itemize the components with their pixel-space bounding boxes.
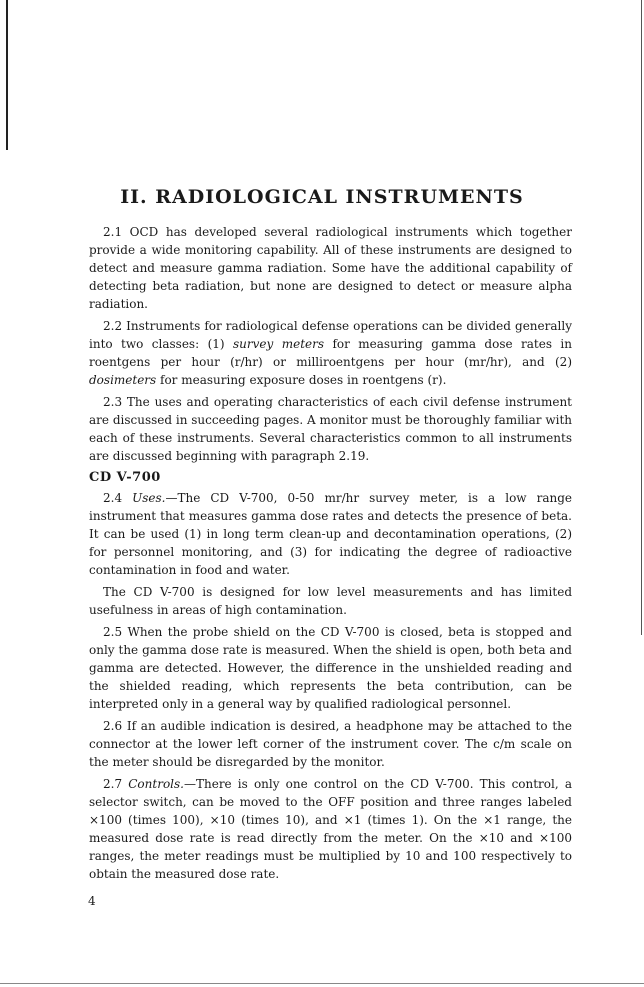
scan-edge-right bbox=[641, 0, 642, 635]
paragraph-number: 2.3 bbox=[103, 395, 123, 409]
paragraph-text: —There is only one control on the CD V-700. This control, a selector switch, can be moved to the OFF position and three ranges labeled ×100 (times 100), ×10 (times 10), and ×1 (times 1). On the ×1 range, the measured dose rate is read directly from the meter. On the ×10 and ×100 ranges, the meter readings must be multiplied by 10 and 100 respectively to obtain the measured dose rate. bbox=[89, 777, 572, 881]
scan-edge-bottom bbox=[0, 983, 644, 984]
scan-edge-left bbox=[6, 0, 8, 150]
paragraph-text: for measuring exposure doses in roentgens (r). bbox=[156, 373, 447, 387]
paragraph-text: for measuring gamma dose rates in roentgens per hour (r/hr) or milliroentgens per hour (mr/hr), and (2) bbox=[89, 337, 572, 369]
body-text bbox=[89, 223, 572, 887]
paragraph-2-4 bbox=[89, 489, 572, 579]
paragraph-2-6 bbox=[89, 717, 572, 771]
paragraph-2-2 bbox=[89, 317, 572, 389]
paragraph-number: 2.6 bbox=[103, 719, 123, 733]
paragraph-text: OCD has developed several radiological instruments which together provide a wide monitoring capability. All of these instruments are designed to detect and measure gamma radiation. Some have the additional capability of detecting beta radiation, but none are designed to detect or measure alpha radiation. bbox=[89, 225, 572, 311]
term-survey-meters: survey meters bbox=[233, 337, 325, 351]
paragraph-number: 2.1 bbox=[103, 225, 123, 239]
paragraph-text: Instruments for radiological defense operations can be divided generally into two classes: (1) bbox=[89, 319, 572, 351]
paragraph-text: If an audible indication is desired, a headphone may be attached to the connector at the lower left corner of the instrument cover. The c/m scale on the meter should be disregarded by the monitor. bbox=[89, 719, 572, 769]
paragraph-label: Controls. bbox=[128, 777, 184, 791]
paragraph-number: 2.4 bbox=[103, 491, 123, 505]
paragraph-2-5 bbox=[89, 623, 572, 713]
paragraph-2-4-continued: The CD V-700 is designed for low level measurements and has limited usefulness in areas of high contamination. bbox=[89, 585, 572, 617]
paragraph-label: Uses. bbox=[132, 491, 166, 505]
paragraph-2-3 bbox=[89, 393, 572, 465]
section-heading: CD V-700 bbox=[89, 470, 161, 485]
chapter-title: II. RADIOLOGICAL INSTRUMENTS bbox=[120, 186, 524, 208]
paragraph-text: —The CD V-700, 0-50 mr/hr survey meter, is a low range instrument that measures gamma dose rates and detects the presence of beta. It can be used (1) in long term clean-up and decontamination operations, (2) for personnel monitoring, and (3) for indicating the degree of radioactive contamination in food and water. bbox=[89, 491, 572, 577]
paragraph-number: 2.7 bbox=[103, 777, 123, 791]
paragraph-text: When the probe shield on the CD V-700 is closed, beta is stopped and only the gamma dose rate is measured. When the shield is open, both beta and gamma are detected. However, the difference in the unshielded reading and the shielded reading, which represents the beta contribution, can be interpreted only in a general way by qualified radiological personnel. bbox=[89, 625, 572, 711]
paragraph-number: 2.2 bbox=[103, 319, 123, 333]
page-number: 4 bbox=[88, 894, 96, 908]
paragraph-text: The uses and operating characteristics of each civil defense instrument are discussed in succeeding pages. A monitor must be thoroughly familiar with each of these instruments. Several characteristics common to all instruments are discussed beginning with paragraph 2.19. bbox=[89, 395, 572, 463]
paragraph-2-7 bbox=[89, 775, 572, 883]
term-dosimeters: dosimeters bbox=[89, 373, 157, 387]
paragraph-2-1 bbox=[89, 223, 572, 313]
paragraph-number: 2.5 bbox=[103, 625, 123, 639]
